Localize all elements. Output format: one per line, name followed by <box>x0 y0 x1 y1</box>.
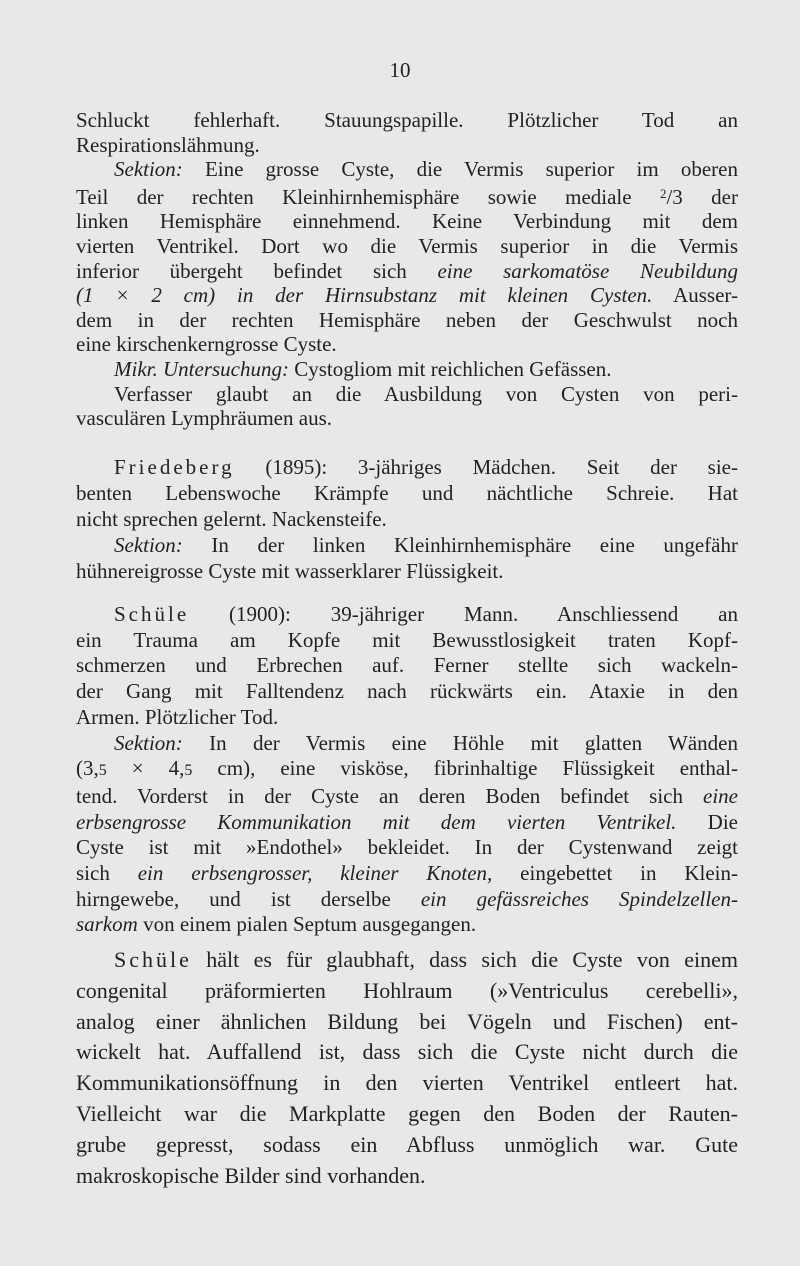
text-line: vierten Ventrikel. Dort wo die Vermis superior in die Vermis <box>76 233 738 258</box>
text-line: vasculären Lymphräumen aus. <box>76 406 332 431</box>
text-span: inferior übergeht befindet sich <box>76 258 438 283</box>
text-span: tend. Vorderst in der Cyste an deren Boden befindet sich <box>76 783 704 808</box>
emphasis: ein erbsengrosser, kleiner Knoten, <box>137 861 493 886</box>
text-span: In der Vermis eine Höhle mit glatten Wänden <box>182 730 738 755</box>
text-span: × 4, <box>106 756 185 781</box>
text-line <box>76 157 738 182</box>
text-line <box>76 283 738 308</box>
author-name: Schüle <box>114 947 192 972</box>
text-line: congenital präformierten Hohlraum (»Ventriculus cerebelli», <box>76 977 738 1003</box>
case-report-schuele <box>76 602 738 938</box>
text-line: linken Hemisphäre einnehmend. Keine Verbindung mit dem <box>76 209 738 234</box>
text-line <box>76 756 738 784</box>
section-label: Mikr. Untersuchung: <box>114 356 289 381</box>
text-line: Schluckt fehlerhaft. Stauungspapille. Plötzlicher Tod an <box>76 108 738 132</box>
text-span: Eine grosse Cyste, die Vermis superior im oberen <box>182 157 738 182</box>
text-span: Cystogliom mit reichlichen Gefässen. <box>288 356 612 381</box>
small-digit: 5 <box>184 762 193 780</box>
text-line: Respirationslähmung. <box>76 132 260 157</box>
text-line: makroskopische Bilder sind vorhanden. <box>76 1162 426 1188</box>
text-span: eingebettet in Klein- <box>492 861 739 886</box>
text-span: von einem pialen Septum ausgegangen. <box>137 912 477 937</box>
text-line <box>76 887 738 913</box>
text-line: der Gang mit Falltendenz nach rückwärts ein. Ataxie in den <box>76 679 738 704</box>
section-label: Sektion: <box>114 157 183 182</box>
text-line: Kommunikationsöffnung in den vierten Ventrikel entleert hat. <box>76 1070 738 1096</box>
text-line: Armen. Plötzlicher Tod. <box>76 704 279 729</box>
text-line: Vielleicht war die Markplatte gegen den Boden der Rauten- <box>76 1100 738 1126</box>
text-line: Verfasser glaubt an die Ausbildung von Cysten von peri- <box>114 381 738 406</box>
case-report-friedeberg <box>76 454 738 584</box>
emphasis: ein gefässreiches Spindelzellen- <box>420 886 738 911</box>
text-span: der <box>682 184 738 209</box>
text-line <box>76 532 738 558</box>
text-line <box>76 602 738 628</box>
emphasis: eine <box>703 783 738 808</box>
text-line <box>76 945 738 976</box>
text-line: grube gepresst, sodass ein Abfluss unmöglich war. Gute <box>76 1131 738 1157</box>
text-line <box>76 912 738 938</box>
text-line: Cyste ist mit »Endothel» bekleidet. In der Cystenwand zeigt <box>76 835 738 860</box>
text-line: schmerzen und Erbrechen auf. Ferner stellte sich wackeln- <box>76 653 738 678</box>
page-number: 10 <box>389 58 411 82</box>
text-line: hühnereigrosse Cyste mit wasserklarer Flüssigkeit. <box>76 559 504 583</box>
emphasis: eine sarkomatöse Neubildung <box>437 258 738 283</box>
case-report-continued <box>76 108 738 431</box>
section-label: Sektion: <box>114 730 183 755</box>
text-span: (3, <box>76 756 99 781</box>
emphasis: erbsengrosse Kommunikation mit dem vierten Ventrikel. <box>76 809 677 834</box>
text-line: nicht sprechen gelernt. Nackensteife. <box>76 507 387 531</box>
author-name: Schüle <box>114 602 190 626</box>
text-span: (1895): 3-jähriges Mädchen. Seit der sie- <box>234 455 738 479</box>
text-span: Teil der rechten Kleinhirnhemisphäre sowie mediale <box>76 184 632 209</box>
text-line <box>76 357 738 382</box>
text-span: hirngewebe, und ist derselbe <box>76 886 421 911</box>
text-span: (1900): 39-jähriger Mann. Anschliessend an <box>189 602 738 626</box>
section-label: Sektion: <box>114 533 183 557</box>
emphasis: sarkom <box>76 912 138 937</box>
text-line: benten Lebenswoche Krämpfe und nächtliche Schreie. Hat <box>76 481 738 505</box>
text-span: hält es für glaubhaft, dass sich die Cyste von einem <box>191 947 738 972</box>
emphasis: (1 × 2 cm) in der Hirnsubstanz mit kleinen Cysten. <box>76 283 653 308</box>
text-span: cm), eine visköse, fibrinhaltige Flüssigkeit enthal- <box>192 756 738 781</box>
author-name: Friedeberg <box>114 455 235 479</box>
text-line <box>76 784 738 810</box>
text-line <box>76 454 738 480</box>
text-line: wickelt hat. Auffallend ist, dass sich die Cyste nicht durch die <box>76 1039 738 1065</box>
text-span: sich <box>76 861 138 886</box>
text-line <box>76 861 738 887</box>
fraction-numerator: 2 <box>659 185 667 201</box>
fraction-denominator: /3 <box>666 184 683 209</box>
text-line: dem in der rechten Hemisphäre neben der Geschwulst noch <box>76 307 738 332</box>
small-digit: 5 <box>98 762 107 780</box>
text-line <box>76 731 738 757</box>
text-line <box>76 810 738 836</box>
author-commentary <box>76 945 738 1191</box>
text-line <box>76 182 738 210</box>
text-span: Die <box>676 809 738 834</box>
text-line: ein Trauma am Kopfe mit Bewusstlosigkeit traten Kopf- <box>76 627 738 652</box>
text-span: In der linken Kleinhirnhemisphäre eine ungefähr <box>182 533 738 557</box>
text-line: analog einer ähnlichen Bildung bei Vögeln und Fischen) ent- <box>76 1008 738 1034</box>
text-line <box>76 259 738 284</box>
text-line: eine kirschenkerngrosse Cyste. <box>76 332 337 357</box>
text-span: Ausser- <box>652 283 738 308</box>
